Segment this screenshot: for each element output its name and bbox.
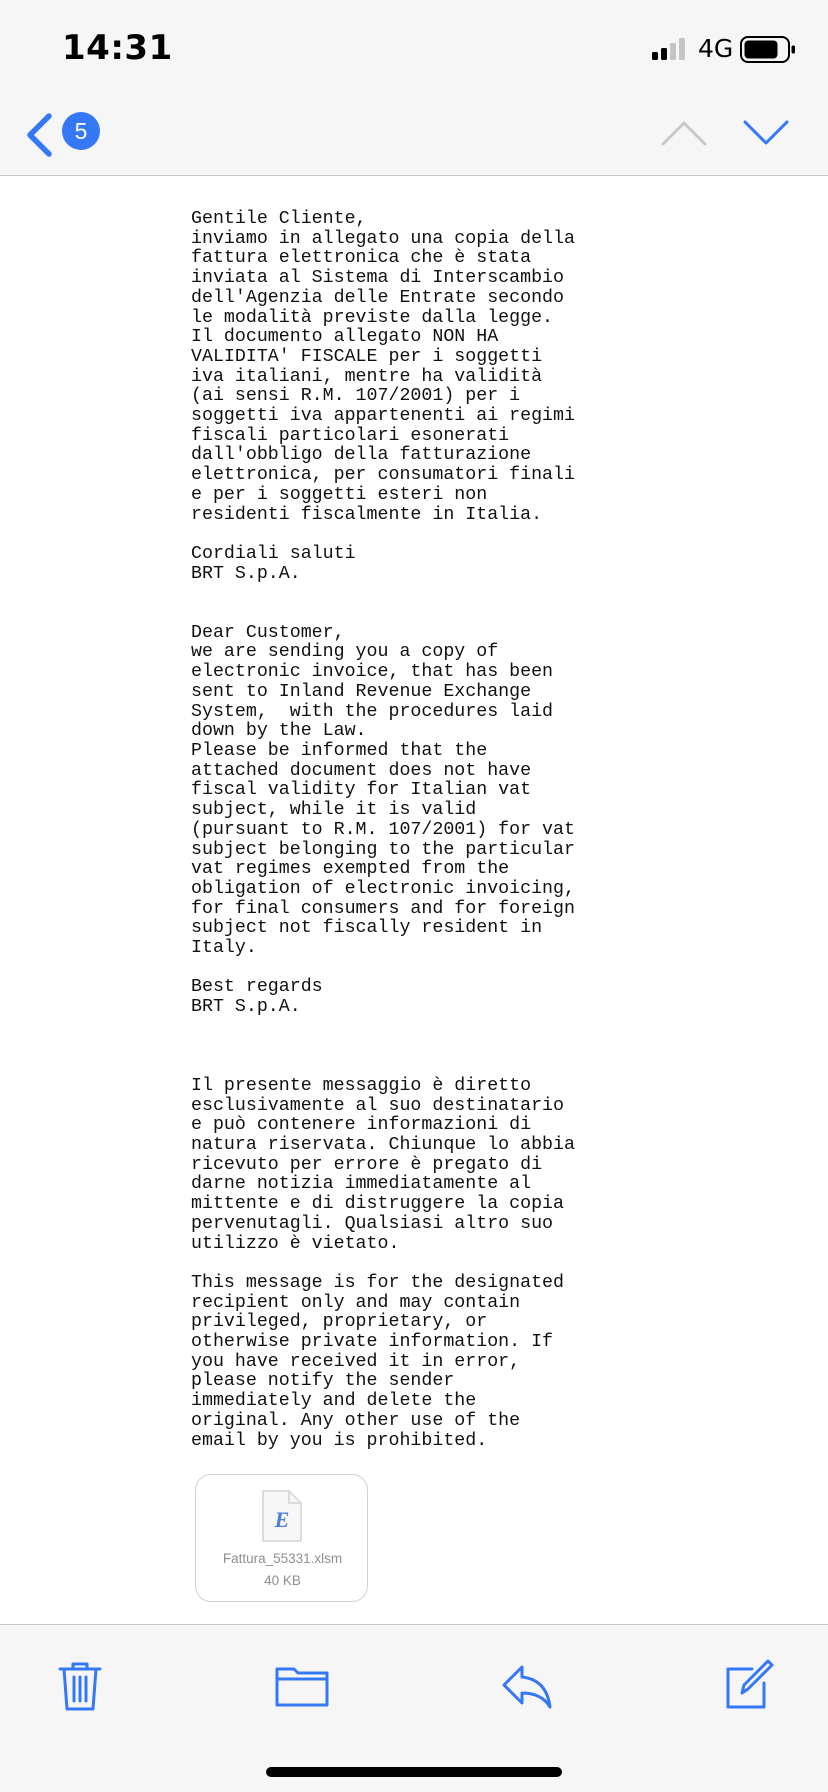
email-body-line: attached document does not have [191, 760, 532, 781]
email-body-line: Gentile Cliente, [191, 209, 367, 229]
email-body-line: otherwise private information. If [191, 1332, 554, 1353]
email-body-line: utilizzo è vietato. [191, 1233, 400, 1254]
email-body-line: original. Any other use of the [191, 1410, 521, 1431]
email-body-line: Il documento allegato NON HA [191, 327, 499, 348]
status-bar [0, 0, 828, 98]
email-body-line: (pursuant to R.M. 107/2001) for vat [191, 819, 575, 840]
email-body-line: fiscali particolari esonerati [191, 425, 510, 446]
attachment-file-name: Fattura_55331.xlsm [222, 1551, 343, 1566]
reply-icon[interactable] [496, 1655, 556, 1715]
email-body-line: for final consumers and for foreign [191, 898, 575, 919]
email-body-scroll-area[interactable] [0, 177, 828, 1624]
email-body-line: Please be informed that the [191, 740, 488, 761]
unread-count-badge[interactable]: 5 [62, 112, 100, 150]
email-nav-bar [0, 98, 828, 176]
email-body-text [191, 210, 811, 1451]
previous-message-chevron-up-icon[interactable] [660, 118, 708, 148]
email-body-line: Cordiali saluti [191, 543, 356, 564]
network-type: 4G [698, 34, 734, 63]
email-body-line: inviamo in allegato una copia della [191, 228, 575, 249]
email-body-line: immediately and delete the [191, 1391, 477, 1412]
email-body-line: dall'obbligo della fatturazione [191, 445, 532, 466]
email-body-line: you have received it in error, [191, 1351, 521, 1372]
email-blank-line [191, 959, 811, 979]
email-body-line: Best regards [191, 977, 323, 998]
trash-icon[interactable] [50, 1655, 110, 1715]
email-body-line: electronic invoice, that has been [191, 662, 554, 683]
email-body-line: natura riservata. Chiunque lo abbia [191, 1135, 575, 1156]
email-body-line: e può contenere informazioni di [191, 1115, 532, 1136]
email-body-line: (ai sensi R.M. 107/2001) per i [191, 386, 521, 407]
attachment-card[interactable] [195, 1474, 368, 1602]
email-blank-line [191, 1254, 811, 1274]
home-indicator[interactable] [266, 1767, 562, 1777]
email-body-line: VALIDITA' FISCALE per i soggetti [191, 346, 543, 367]
email-body-line: System, with the procedures laid [191, 701, 554, 722]
next-message-chevron-down-icon[interactable] [742, 118, 790, 148]
email-body-line: Il presente messaggio è diretto [191, 1075, 532, 1096]
email-body-line: soggetti iva appartenenti ai regimi [191, 406, 575, 427]
email-body-line: email by you is prohibited. [191, 1430, 488, 1451]
email-body-line: subject, while it is valid [191, 800, 477, 821]
email-body-line: elettronica, per consumatori finali [191, 465, 575, 486]
email-body-line: we are sending you a copy of [191, 642, 499, 663]
status-time: 14:31 [62, 28, 173, 68]
attachment-file-size: 40 KB [264, 1573, 301, 1588]
email-body-line: obligation of electronic invoicing, [191, 878, 575, 899]
email-blank-line [191, 584, 811, 604]
battery-icon [740, 36, 796, 64]
email-body-line: inviata al Sistema di Interscambio [191, 268, 564, 289]
email-body-line: fattura elettronica che è stata [191, 248, 532, 269]
email-body-line: BRT S.p.A. [191, 997, 301, 1018]
compose-icon[interactable] [716, 1655, 776, 1715]
email-body-line: This message is for the designated [191, 1272, 564, 1293]
email-body-line: fiscal validity for Italian vat [191, 780, 532, 801]
email-body-line: BRT S.p.A. [191, 563, 301, 584]
signal-strength-icon [652, 38, 692, 60]
file-icon-letter: E [274, 1507, 290, 1532]
email-body-line: sent to Inland Revenue Exchange [191, 681, 532, 702]
email-body-line: e per i soggetti esteri non [191, 484, 488, 505]
email-body-line: ricevuto per errore è pregato di [191, 1154, 543, 1175]
email-body-line: darne notizia immediatamente al [191, 1174, 532, 1195]
folder-icon[interactable] [272, 1655, 332, 1715]
email-body-line: residenti fiscalmente in Italia. [191, 504, 543, 525]
email-body-line: down by the Law. [191, 721, 367, 742]
bottom-toolbar [0, 1624, 828, 1792]
email-body-line: pervenutagli. Qualsiasi altro suo [191, 1213, 554, 1234]
email-body-line: please notify the sender [191, 1371, 455, 1392]
email-body-line: vat regimes exempted from the [191, 859, 510, 880]
email-body-line: le modalità previste dalla legge. [191, 307, 554, 328]
email-body-line: privileged, proprietary, or [191, 1312, 488, 1333]
email-blank-line [191, 604, 811, 624]
excel-file-icon [261, 1489, 303, 1543]
email-body-line: dell'Agenzia delle Entrate secondo [191, 287, 564, 308]
email-body-line: recipient only and may contain [191, 1292, 521, 1313]
email-blank-line [191, 1038, 811, 1058]
email-body-line: esclusivamente al suo destinatario [191, 1095, 564, 1116]
email-blank-line [191, 1018, 811, 1038]
back-chevron-icon[interactable] [22, 110, 62, 160]
email-blank-line [191, 525, 811, 545]
email-body-line: Italy. [191, 938, 257, 959]
email-blank-line [191, 1057, 811, 1077]
email-body-line: mittente e di distruggere la copia [191, 1194, 564, 1215]
email-body-line: iva italiani, mentre ha validità [191, 366, 543, 387]
email-body-line: subject belonging to the particular [191, 839, 575, 860]
email-body-line: subject not fiscally resident in [191, 918, 543, 939]
email-body-line: Dear Customer, [191, 622, 345, 643]
